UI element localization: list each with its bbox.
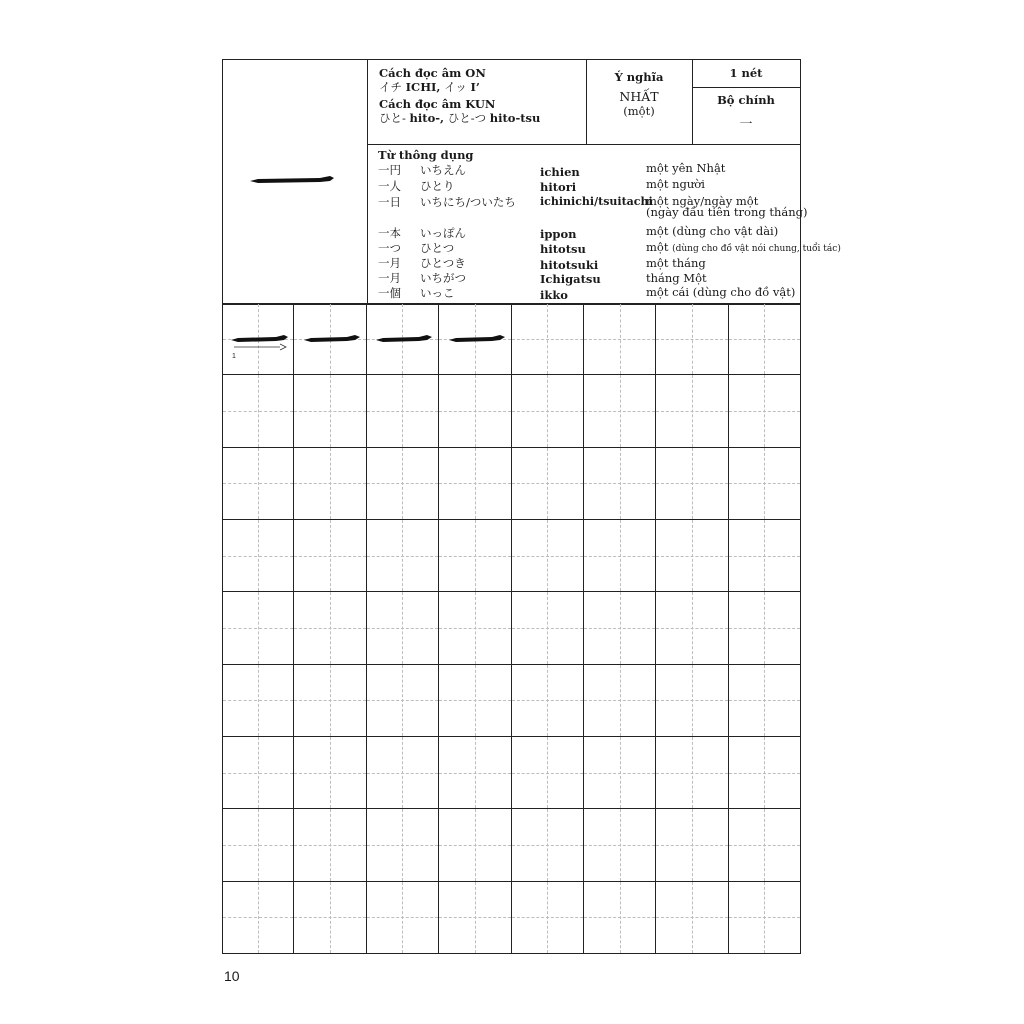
kanji-character (250, 175, 335, 185)
practice-cell (656, 592, 728, 664)
word-meaning-detail: (ngày đầu tiên trong tháng) (646, 205, 808, 219)
practice-cell (656, 375, 728, 447)
practice-cell (729, 592, 801, 664)
practice-cell (439, 375, 511, 447)
practice-cell (439, 592, 511, 664)
guide-line (223, 773, 293, 774)
word-romaji: ippon (540, 227, 577, 241)
kun-romaji-2: hito-tsu (489, 111, 541, 125)
practice-cell (294, 520, 366, 592)
guide-line (656, 628, 727, 629)
guide-line (223, 411, 293, 412)
practice-cell (222, 809, 294, 881)
practice-cell (222, 592, 294, 664)
practice-cell (512, 737, 584, 809)
guide-line (439, 700, 510, 701)
word-meaning: một cái (dùng cho đồ vật) (646, 285, 796, 299)
practice-cell (656, 520, 728, 592)
word-meaning: một người (646, 177, 705, 191)
practice-cell (367, 882, 439, 954)
on-romaji-2: I’ (470, 80, 480, 94)
guide-line (367, 483, 438, 484)
guide-line (223, 483, 293, 484)
guide-line (512, 411, 583, 412)
page-number: 10 (224, 968, 240, 984)
word-kana: いちにち/ついたち (420, 195, 516, 209)
word-kanji: 一本 (378, 226, 401, 240)
practice-cell (729, 448, 801, 520)
viet-meaning: (một) (623, 104, 655, 118)
practice-cell (656, 303, 728, 375)
guide-line (223, 700, 293, 701)
guide-line (512, 556, 583, 557)
practice-cell (512, 448, 584, 520)
practice-cell (222, 520, 294, 592)
on-kana: イチ (379, 80, 402, 94)
guide-line (512, 917, 583, 918)
stroke-example (374, 332, 434, 346)
practice-cell (222, 882, 294, 954)
guide-line (584, 845, 655, 846)
practice-cell (439, 520, 511, 592)
guide-line (439, 483, 510, 484)
guide-line (729, 483, 800, 484)
guide-line (439, 773, 510, 774)
guide-line (584, 411, 655, 412)
word-meaning-note: (dùng cho đồ vật nói chung, tuổi tác) (672, 244, 841, 254)
guide-line (223, 917, 293, 918)
word-meaning: một yên Nhật (646, 161, 726, 175)
practice-cell (584, 375, 656, 447)
guide-line (294, 845, 365, 846)
guide-line (656, 556, 727, 557)
guide-line (512, 339, 583, 340)
guide-line (656, 700, 727, 701)
practice-cell (729, 303, 801, 375)
practice-cell (729, 737, 801, 809)
practice-cell (512, 882, 584, 954)
guide-line (294, 411, 365, 412)
radical-character: 一 (739, 117, 753, 132)
practice-cell (512, 520, 584, 592)
word-kana: ひとつ (420, 241, 455, 255)
word-romaji: hitori (540, 180, 577, 194)
practice-cell (222, 375, 294, 447)
word-kana: いちがつ (420, 271, 466, 285)
word-kana: ひとり (420, 179, 455, 193)
on-reading (379, 80, 480, 94)
guide-line (512, 845, 583, 846)
word-romaji: ichinichi/tsuitachi (540, 195, 653, 208)
practice-grid (222, 303, 801, 954)
guide-line (729, 339, 800, 340)
guide-line (656, 483, 727, 484)
guide-line (729, 556, 800, 557)
guide-line (294, 700, 365, 701)
practice-cell (367, 809, 439, 881)
practice-cell (294, 809, 366, 881)
practice-cell (222, 737, 294, 809)
guide-line (584, 556, 655, 557)
guide-line (367, 556, 438, 557)
divider (692, 87, 801, 88)
guide-line (656, 773, 727, 774)
word-kana: いちえん (420, 163, 466, 177)
practice-cell (729, 882, 801, 954)
practice-cell (367, 665, 439, 737)
word-kanji: 一円 (378, 163, 401, 177)
guide-line (729, 773, 800, 774)
practice-cell (729, 809, 801, 881)
guide-line (223, 628, 293, 629)
practice-cell (512, 592, 584, 664)
kun-reading (379, 111, 540, 125)
guide-line (656, 339, 727, 340)
guide-line (512, 628, 583, 629)
guide-line (584, 917, 655, 918)
practice-cell (656, 665, 728, 737)
practice-cell (294, 375, 366, 447)
practice-cell (367, 448, 439, 520)
word-romaji: ichien (540, 165, 580, 179)
guide-line (656, 917, 727, 918)
guide-line (439, 845, 510, 846)
stroke-count: 1 nét (729, 66, 763, 80)
guide-line (294, 773, 365, 774)
word-meaning: một (dùng cho vật dài) (646, 224, 779, 238)
guide-line (367, 845, 438, 846)
on-romaji: ICHI, (405, 80, 441, 94)
practice-cell (294, 592, 366, 664)
word-kanji: 一人 (378, 179, 401, 193)
word-kana: いっぽん (420, 226, 466, 240)
practice-cell (294, 737, 366, 809)
practice-cell (656, 882, 728, 954)
guide-line (367, 700, 438, 701)
practice-cell (584, 882, 656, 954)
word-kanji: 一月 (378, 256, 401, 270)
practice-cell (512, 375, 584, 447)
guide-line (656, 411, 727, 412)
word-meaning: tháng Một (646, 271, 707, 285)
practice-cell (584, 665, 656, 737)
guide-line (584, 773, 655, 774)
practice-cell (439, 809, 511, 881)
practice-cell (656, 737, 728, 809)
guide-line (584, 628, 655, 629)
word-romaji: ikko (540, 288, 568, 302)
kun-romaji-1: hito-, (409, 111, 445, 125)
guide-line (512, 483, 583, 484)
guide-line (294, 556, 365, 557)
word-romaji: Ichigatsu (540, 272, 601, 286)
practice-cell (439, 882, 511, 954)
guide-line (729, 917, 800, 918)
guide-line (584, 483, 655, 484)
practice-cell (584, 448, 656, 520)
guide-line (294, 917, 365, 918)
guide-line (439, 628, 510, 629)
practice-cell (222, 665, 294, 737)
practice-cell (439, 737, 511, 809)
guide-line (439, 411, 510, 412)
word-romaji: hitotsu (540, 242, 586, 256)
practice-cell (512, 303, 584, 375)
divider (367, 60, 368, 304)
stroke-example (447, 332, 507, 346)
radical-title: Bộ chính (717, 93, 775, 107)
practice-cell (584, 809, 656, 881)
practice-cell (584, 303, 656, 375)
guide-line (294, 483, 365, 484)
practice-cell (367, 737, 439, 809)
practice-cell (512, 665, 584, 737)
guide-line (294, 628, 365, 629)
guide-line (729, 628, 800, 629)
guide-line (223, 556, 293, 557)
sino-meaning: NHẤT (619, 89, 659, 104)
guide-line (367, 917, 438, 918)
practice-cell (294, 882, 366, 954)
word-kanji: 一個 (378, 286, 401, 300)
guide-line (367, 628, 438, 629)
guide-line (223, 845, 293, 846)
word-kanji: 一つ (378, 241, 401, 255)
practice-cell (656, 448, 728, 520)
practice-cell (512, 809, 584, 881)
word-kana: ひとつき (420, 256, 466, 270)
practice-cell (729, 375, 801, 447)
practice-cell (294, 448, 366, 520)
practice-cell (294, 665, 366, 737)
word-meaning: một ngày/ngày một (646, 194, 759, 208)
word-kana: いっこ (420, 286, 455, 300)
word-kanji: 一月 (378, 271, 401, 285)
divider (367, 144, 801, 145)
guide-line (512, 700, 583, 701)
common-words-title: Từ thông dụng (378, 148, 474, 162)
practice-cell (584, 737, 656, 809)
guide-line (584, 339, 655, 340)
practice-cell (367, 375, 439, 447)
guide-line (729, 411, 800, 412)
word-meaning: một tháng (646, 256, 706, 270)
guide-line (367, 411, 438, 412)
practice-cell (729, 665, 801, 737)
on-reading-title: Cách đọc âm ON (379, 66, 486, 80)
on-kana-2: イッ (444, 80, 467, 94)
practice-cell (656, 809, 728, 881)
meaning-title: Ý nghĩa (614, 70, 664, 84)
practice-cell (367, 520, 439, 592)
guide-line (656, 845, 727, 846)
guide-line (512, 773, 583, 774)
word-romaji: hitotsuki (540, 258, 599, 272)
guide-line (729, 700, 800, 701)
practice-cell (367, 592, 439, 664)
kun-kana-2: ひと-つ (447, 111, 487, 125)
practice-cell (222, 448, 294, 520)
practice-cell (584, 520, 656, 592)
guide-line (367, 773, 438, 774)
guide-line (584, 700, 655, 701)
practice-cell (439, 665, 511, 737)
stroke-order-example (228, 330, 290, 360)
word-kanji: 一日 (378, 195, 401, 209)
guide-line (439, 917, 510, 918)
stroke-example (302, 332, 362, 346)
word-meaning-main: một (646, 240, 669, 254)
guide-line (439, 556, 510, 557)
guide-line (729, 845, 800, 846)
word-meaning (646, 240, 841, 256)
practice-cell (584, 592, 656, 664)
kun-reading-title: Cách đọc âm KUN (379, 97, 496, 111)
kun-kana-1: ひと- (379, 111, 406, 125)
practice-cell (729, 520, 801, 592)
stroke-number: 1 (232, 353, 236, 360)
practice-cell (439, 448, 511, 520)
